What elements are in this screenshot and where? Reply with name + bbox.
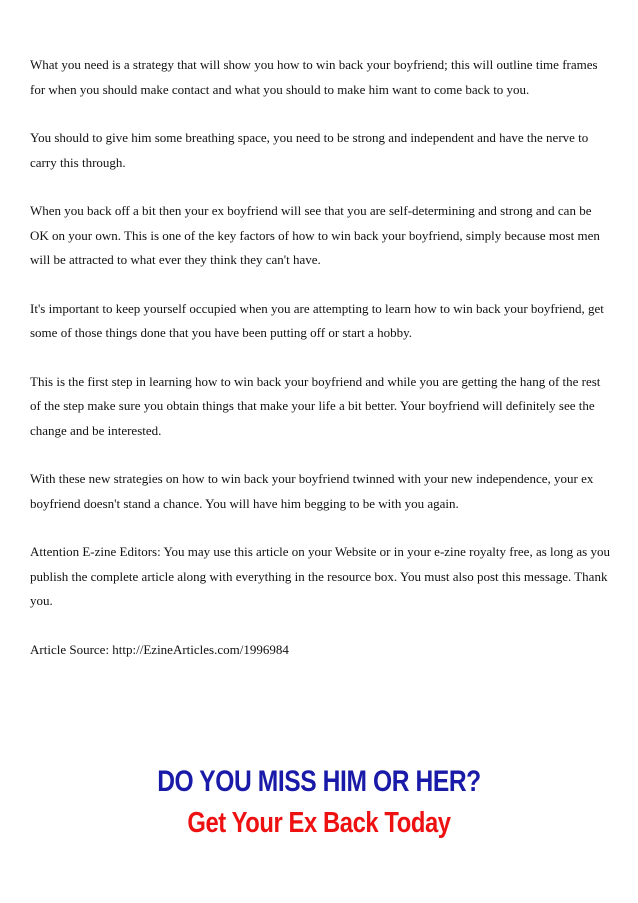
paragraph-keep-occupied: It's important to keep yourself occupied when you are attempting to learn how to win back your boyfriend, get some of those things done that you have been putting off or start a hobby.: [30, 300, 604, 340]
paragraph-article-source: Article Source: http://EzineArticles.com/1996984: [30, 641, 289, 657]
promo-subline: Get Your Ex Back Today: [187, 807, 451, 839]
article-body: [30, 53, 610, 686]
paragraph-editors-notice: Attention E-zine Editors: You may use this article on your Website or in your e-zine royalty free, as long as you publish the complete article along with everything in the resource box. You must also post this message. Thank you.: [30, 544, 610, 608]
promo-headline: DO YOU MISS HIM OR HER?: [157, 765, 481, 798]
paragraph-back-off: When you back off a bit then your ex boyfriend will see that you are self-determining and strong and can be OK on your own. This is one of the key factors of how to win back your boyfriend, simply because most men will be attracted to what ever they think they can't have.: [30, 203, 600, 267]
paragraph-breathing-space: You should to give him some breathing space, you need to be strong and independent and have the nerve to carry this through.: [30, 130, 589, 170]
paragraph-strategy: What you need is a strategy that will show you how to win back your boyfriend; this will outline time frames for when you should make contact and what you should to make him want to come back to you.: [30, 57, 598, 97]
paragraph-first-step: This is the first step in learning how to win back your boyfriend and while you are getting the hang of the rest of the step make sure you obtain things that make your life a bit better. Your boyfriend will definitely see the change and be interested.: [30, 373, 601, 438]
paragraph-new-strategies: With these new strategies on how to win back your boyfriend twinned with your new independence, your ex boyfriend doesn't stand a chance. You will have him begging to be with you again.: [30, 471, 594, 511]
